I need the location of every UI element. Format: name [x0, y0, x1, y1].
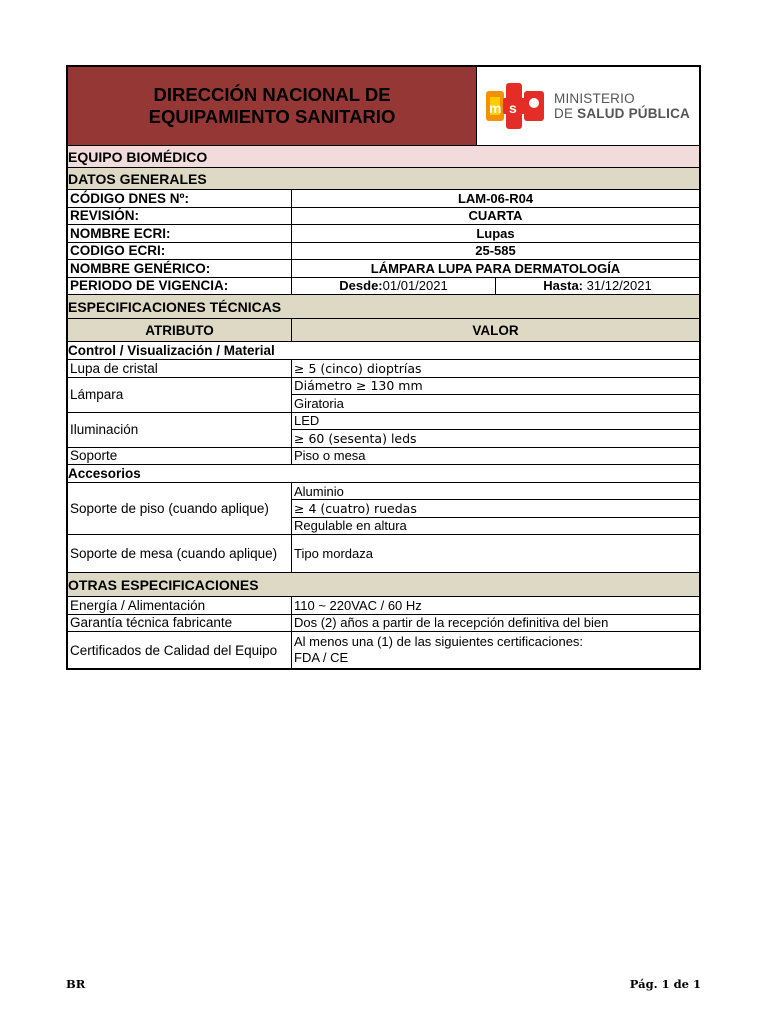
label-energia: Energía / Alimentación [68, 597, 292, 614]
row-lupa [68, 360, 699, 378]
row-lampara [68, 378, 699, 413]
msp-logo-icon [486, 83, 544, 129]
svg-text:s: s [509, 100, 517, 116]
svg-text:m: m [489, 100, 502, 116]
value-codigo-ecri: 25-585 [475, 243, 516, 259]
logo-text [554, 91, 690, 121]
section-accesorios: Accesorios [68, 465, 699, 483]
value-energia: 110 ~ 220VAC / 60 Hz [294, 597, 422, 613]
value-nombre-ecri: Lupas [476, 225, 515, 241]
band-datos-generales: DATOS GENERALES [68, 168, 699, 190]
label-nombre-ecri: NOMBRE ECRI: [68, 225, 292, 242]
header-title-line2: EQUIPAMIENTO SANITARIO [148, 106, 396, 127]
value-lampara-giratoria: Giratoria [294, 395, 344, 411]
value-lupa: ≥ 5 (cinco) dioptrías [294, 360, 422, 376]
row-certificados [68, 632, 699, 668]
value-revision: CUARTA [468, 208, 523, 224]
label-iluminacion: Iluminación [68, 413, 292, 447]
value-iluminacion-led: LED [292, 413, 699, 431]
values-soporte-piso [292, 483, 699, 534]
header-title-line1: DIRECCIÓN NACIONAL DE [153, 84, 391, 105]
label-revision: REVISIÓN: [68, 208, 292, 225]
value-codigo-dnes: LAM-06-R04 [457, 190, 534, 206]
label-codigo-ecri: CODIGO ECRI: [68, 243, 292, 260]
header-title [68, 67, 477, 145]
band-equipo: EQUIPO BIOMÉDICO [68, 146, 699, 168]
row-soporte-mesa [68, 535, 699, 573]
value-certificados-line1: Al menos una (1) de las siguientes certificaciones: [294, 634, 584, 649]
label-soporte-mesa: Soporte de mesa (cuando aplique) [68, 535, 292, 572]
section-control: Control / Visualización / Material [68, 342, 699, 360]
value-iluminacion-leds: ≥ 60 (sesenta) leds [294, 430, 417, 446]
spec-sheet [66, 65, 701, 670]
label-lampara: Lámpara [68, 378, 292, 412]
value-certificados-line2: FDA / CE [294, 650, 349, 665]
value-garantia: Dos (2) años a partir de la recepción definitiva del bien [294, 615, 609, 631]
row-iluminacion [68, 413, 699, 448]
row-soporte [68, 448, 699, 466]
label-codigo-dnes: CÓDIGO DNES Nº: [68, 190, 292, 207]
logo-line2: DE SALUD PÚBLICA [554, 106, 690, 121]
row-nombre-ecri [68, 225, 699, 243]
row-revision [68, 208, 699, 226]
periodo-desde: Desde: 01/01/2021 [292, 278, 496, 295]
band-otras: OTRAS ESPECIFICACIONES [68, 573, 699, 597]
row-energia [68, 597, 699, 615]
band-especificaciones: ESPECIFICACIONES TÉCNICAS [68, 295, 699, 319]
value-lampara-diametro: Diámetro ≥ 130 mm [292, 378, 699, 396]
row-garantia [68, 615, 699, 633]
value-nombre-generico: LÁMPARA LUPA PARA DERMATOLOGÍA [370, 260, 621, 276]
label-certificados: Certificados de Calidad del Equipo [68, 632, 292, 668]
label-soporte-piso: Soporte de piso (cuando aplique) [68, 483, 292, 534]
periodo-split [292, 278, 699, 295]
document-header [68, 67, 699, 146]
column-valor: VALOR [472, 322, 519, 338]
column-atributo: ATRIBUTO [68, 319, 292, 341]
values-iluminacion [292, 413, 699, 447]
row-codigo-dnes [68, 190, 699, 208]
label-lupa: Lupa de cristal [68, 360, 292, 377]
footer-initials: BR [66, 977, 86, 991]
value-ruedas: ≥ 4 (cuatro) ruedas [292, 500, 699, 517]
periodo-hasta: Hasta: 31/12/2021 [543, 278, 652, 294]
value-soporte: Piso o mesa [294, 448, 366, 464]
row-codigo-ecri [68, 243, 699, 261]
spec-column-header [68, 319, 699, 342]
value-regulable: Regulable en altura [294, 518, 407, 534]
row-nombre-generico [68, 260, 699, 278]
value-soporte-mesa: Tipo mordaza [294, 546, 373, 561]
row-periodo-vigencia [68, 278, 699, 296]
label-periodo-vigencia: PERIODO DE VIGENCIA: [68, 278, 292, 295]
logo-line1: MINISTERIO [554, 91, 635, 106]
label-garantia: Garantía técnica fabricante [68, 615, 292, 632]
value-aluminio: Aluminio [292, 483, 699, 500]
row-soporte-piso [68, 483, 699, 535]
label-nombre-generico: NOMBRE GENÉRICO: [68, 260, 292, 277]
values-lampara [292, 378, 699, 412]
ministry-logo [477, 67, 699, 145]
label-soporte: Soporte [68, 448, 292, 465]
footer-page-number: Pág. 1 de 1 [629, 977, 701, 991]
value-certificados [292, 632, 699, 668]
